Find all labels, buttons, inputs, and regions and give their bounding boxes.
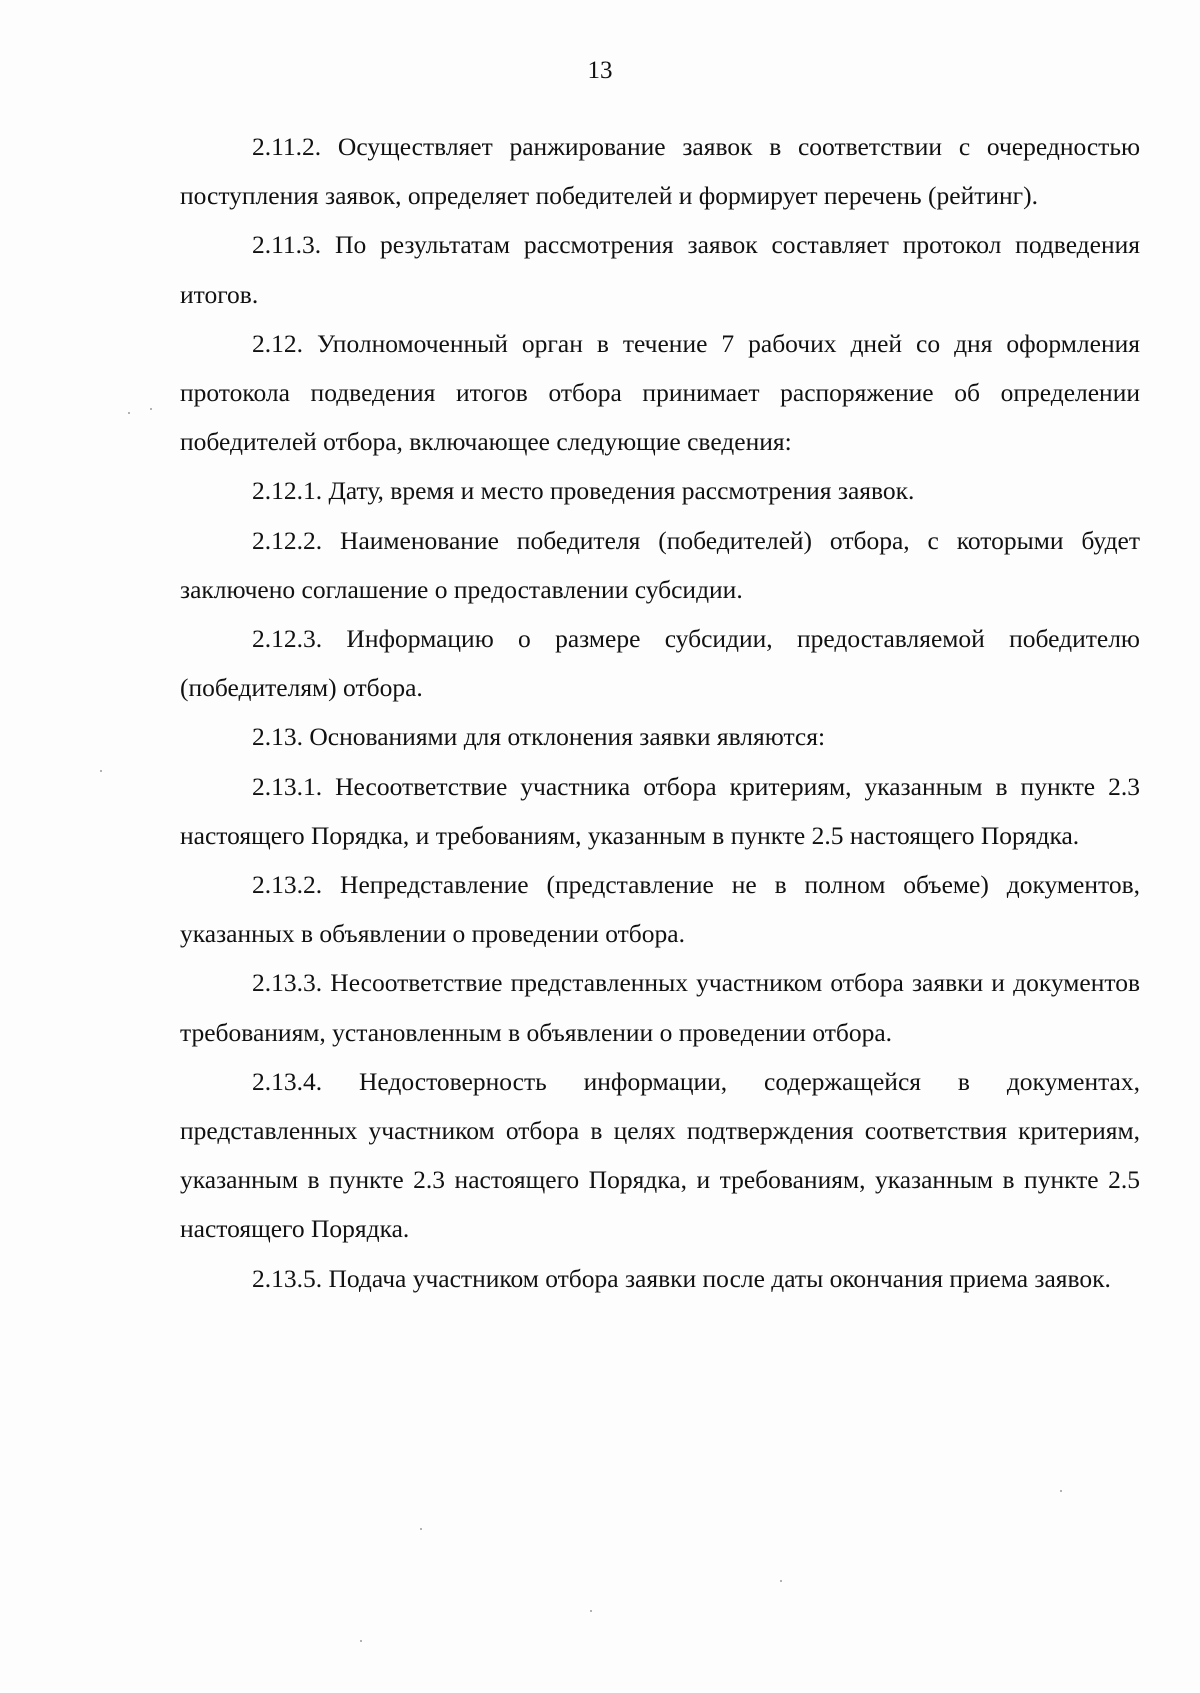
- paragraph-2-12: 2.12. Уполномоченный орган в течение 7 рабочих дней со дня оформления протокола подведения итогов отбора принимает распоряжение об определении победителей отбора, включающее следующие сведения:: [180, 328, 1140, 457]
- scan-speck: [420, 1528, 422, 1530]
- paragraph-2-12-3: 2.12.3. Информацию о размере субсидии, предоставляемой победителю (победителям) отбора.: [180, 624, 1140, 703]
- scan-speck: [780, 1580, 782, 1582]
- document-body: [180, 122, 1140, 1303]
- scan-speck: [128, 412, 130, 414]
- paragraph-2-13-3: 2.13.3. Несоответствие представленных участником отбора заявки и документов требованиям, установленным в объявлении о проведении отбора.: [180, 968, 1140, 1047]
- paragraph-2-13-1: 2.13.1. Несоответствие участника отбора критериям, указанным в пункте 2.3 настоящего Порядка, и требованиям, указанным в пункте 2.5 настоящего Порядка.: [180, 771, 1140, 850]
- scan-speck: [590, 1610, 592, 1612]
- scan-speck: [360, 1640, 362, 1642]
- paragraph-2-11-3: 2.11.3. По результатам рассмотрения заявок составляет протокол подведения итогов.: [180, 230, 1140, 309]
- scan-speck: [1060, 1490, 1062, 1492]
- page-number: 13: [587, 57, 613, 84]
- paragraph-2-12-1: 2.12.1. Дату, время и место проведения рассмотрения заявок.: [252, 476, 915, 506]
- paragraph-2-12-2: 2.12.2. Наименование победителя (победителей) отбора, с которыми будет заключено соглашение о предоставлении субсидии.: [180, 525, 1140, 604]
- paragraph-2-13-4: 2.13.4. Недостоверность информации, содержащейся в документах, представленных участником отбора в целях подтверждения соответствия критериям, указанным в пункте 2.3 настоящего Порядка, и требованиям, указанным в пункте 2.5 настоящего Порядка.: [180, 1066, 1140, 1244]
- paragraph-2-11-2: 2.11.2. Осуществляет ранжирование заявок в соответствии с очередностью поступления заявок, определяет победителей и формирует перечень (рейтинг).: [180, 132, 1140, 211]
- paragraph-2-13-2: 2.13.2. Непредставление (представление не в полном объеме) документов, указанных в объявлении о проведении отбора.: [180, 870, 1140, 949]
- scan-speck: [150, 408, 152, 410]
- paragraph-2-13-5: 2.13.5. Подача участником отбора заявки после даты окончания приема заявок.: [252, 1263, 1111, 1293]
- scan-speck: [100, 770, 102, 772]
- paragraph-2-13: 2.13. Основаниями для отклонения заявки являются:: [252, 722, 826, 752]
